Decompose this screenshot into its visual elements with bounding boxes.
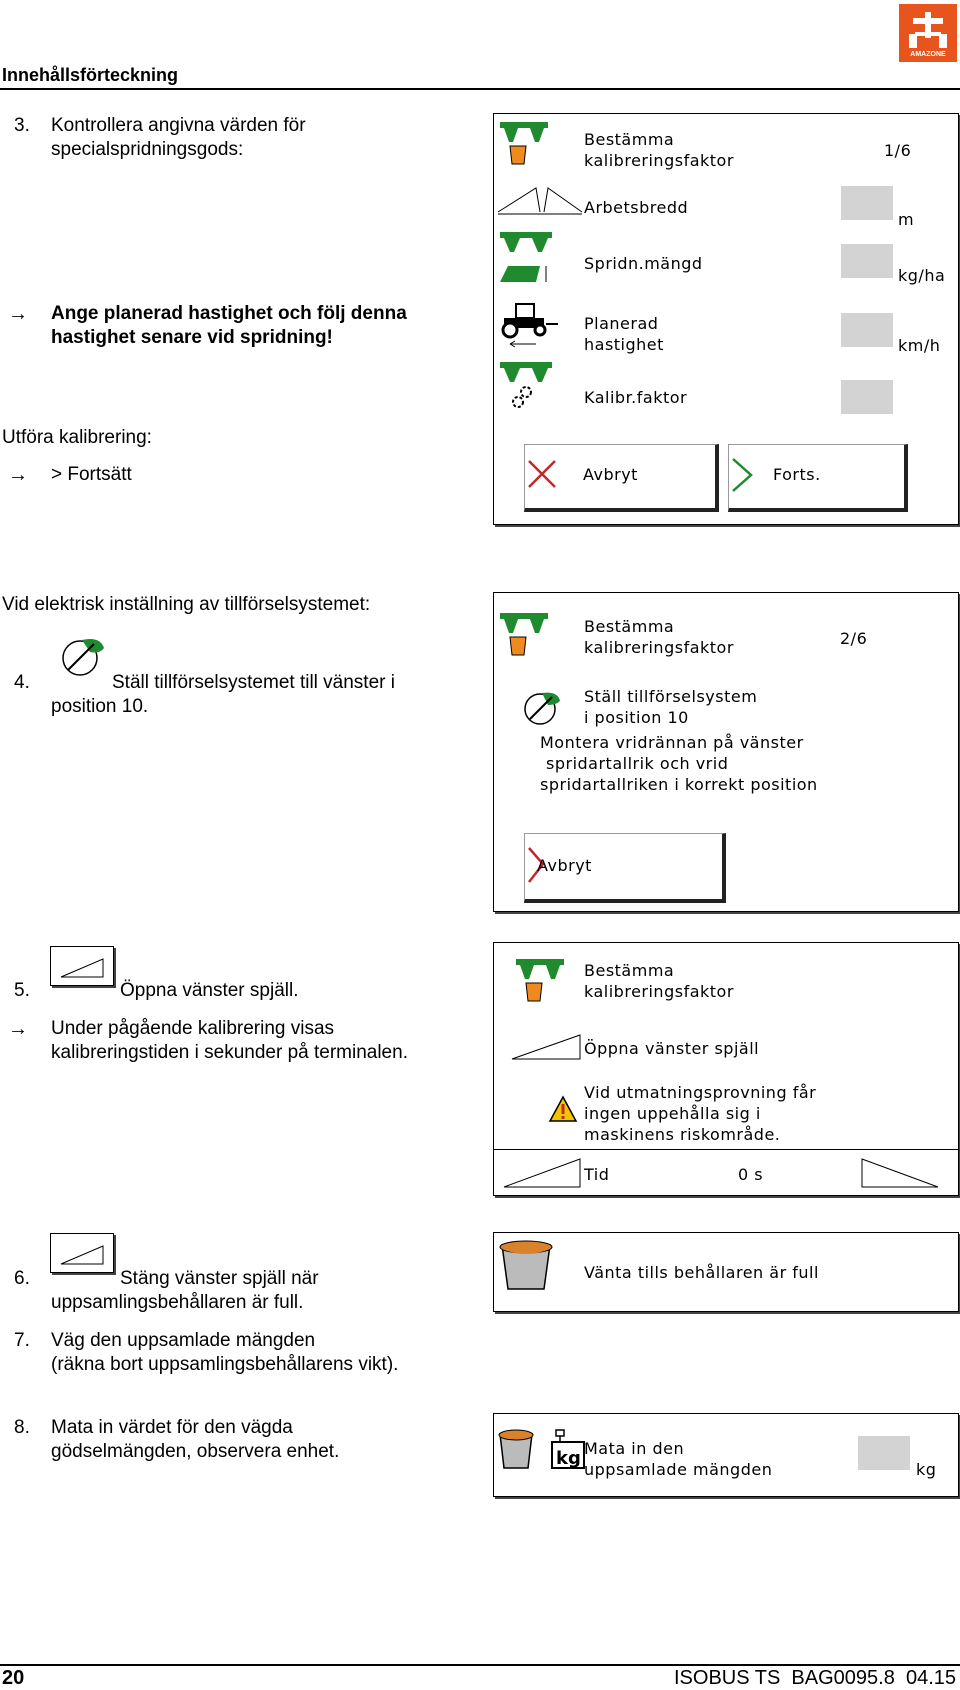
document-reference: ISOBUS TS BAG0095.8 04.15 (673, 1667, 956, 1689)
logo-text: AMAZONE (910, 51, 946, 58)
arrow-icon: → (8, 464, 28, 486)
spread-rate-value-field[interactable] (841, 244, 893, 278)
screen1-page-indicator: 1/6 (884, 141, 912, 160)
open-shutter-key-icon (502, 1157, 582, 1189)
terminal-screen-3 (493, 942, 959, 1196)
screen4-message: Vänta tills behållaren är full (584, 1263, 819, 1282)
spread-rate-label: Spridn.mängd (584, 254, 703, 273)
step8-number: 8. (14, 1417, 30, 1438)
working-width-value-field[interactable] (841, 186, 893, 220)
step3-line1: Kontrollera angivna värden för (51, 115, 306, 136)
terminal-screen-4 (493, 1232, 959, 1312)
fortsatt-instruction: > Fortsätt (51, 464, 132, 485)
calibration-factor-icon (496, 360, 558, 410)
screen3-warning-line1: Vid utmatningsprovning får (584, 1083, 817, 1102)
step8-line1: Mata in värdet för den vägda (51, 1417, 293, 1438)
screen1-title-line2: kalibreringsfaktor (584, 151, 734, 170)
step6-number: 6. (14, 1268, 30, 1289)
cancel-button[interactable] (524, 833, 726, 903)
step5-number: 5. (14, 980, 30, 1001)
header-rule (0, 88, 960, 90)
screen2-title-line2: kalibreringsfaktor (584, 638, 734, 657)
step4-number: 4. (14, 672, 30, 693)
arrow-icon: → (8, 303, 28, 325)
cancel-button-label: Avbryt (537, 856, 592, 875)
page-number: 20 (2, 1667, 25, 1689)
feed-system-position-icon (60, 632, 108, 678)
collecting-bucket-icon (496, 1237, 556, 1293)
warning-icon (548, 1095, 578, 1123)
planned-speed-unit: km/h (898, 336, 941, 355)
spread-rate-unit: kg/ha (898, 266, 946, 285)
note5-line2: kalibreringstiden i sekunder på terminalen. (51, 1042, 408, 1063)
screen3-warning-line2: ingen uppehålla sig i (584, 1104, 761, 1123)
close-shutter-key-icon (50, 1233, 114, 1273)
close-shutter-key-icon (860, 1157, 940, 1189)
weight-unit: kg (916, 1460, 937, 1479)
arrow-icon: → (8, 1018, 28, 1040)
feed-system-position-icon (522, 687, 562, 727)
spreader-hopper-icon (496, 609, 552, 665)
planned-speed-label-line1: Planerad (584, 314, 659, 333)
screen2-message-line2: i position 10 (584, 708, 689, 727)
svg-text:kg: kg (556, 1448, 581, 1469)
screen2-message-line1: Ställ tillförselsystem (584, 687, 758, 706)
screen3-title-line2: kalibreringsfaktor (584, 982, 734, 1001)
calibration-factor-value-field[interactable] (841, 380, 893, 414)
step6-line1: Stäng vänster spjäll när (120, 1268, 319, 1289)
screen3-open-label: Öppna vänster spjäll (584, 1039, 760, 1058)
spreader-hopper-icon (512, 955, 568, 1011)
screen2-info-line1: Montera vridrännan på vänster (540, 733, 804, 752)
collecting-bucket-icon (496, 1428, 536, 1472)
screen5-label-line1: Mata in den (584, 1439, 685, 1458)
open-shutter-icon (510, 1033, 582, 1061)
amazone-logo (899, 4, 957, 62)
terminal-screen-2 (493, 592, 959, 912)
planned-speed-value-field[interactable] (841, 313, 893, 347)
open-shutter-key-icon (50, 946, 114, 986)
cancel-button-label: Avbryt (583, 465, 638, 484)
step7-line2: (räkna bort uppsamlingsbehållarens vikt). (51, 1354, 399, 1375)
screen2-title-line1: Bestämma (584, 617, 675, 636)
screen3-title-line1: Bestämma (584, 961, 675, 980)
cancel-x-icon (527, 459, 557, 489)
calibration-factor-label: Kalibr.faktor (584, 388, 688, 407)
step4-line1: Ställ tillförselsystemet till vänster i (112, 672, 395, 693)
step7-number: 7. (14, 1330, 30, 1351)
time-value: 0 s (738, 1165, 764, 1184)
working-width-unit: m (898, 210, 915, 229)
note1-line1: Ange planerad hastighet och följ denna (51, 303, 407, 324)
calibration-heading: Utföra kalibrering: (2, 427, 152, 448)
spreader-hopper-icon (496, 118, 552, 174)
step4-line2: position 10. (51, 696, 149, 717)
step5-text: Öppna vänster spjäll. (120, 980, 299, 1001)
page-header-title: Innehållsförteckning (2, 65, 179, 85)
weight-value-field[interactable] (858, 1436, 910, 1470)
step8-line2: gödselmängden, observera enhet. (51, 1441, 340, 1462)
screen2-page-indicator: 2/6 (840, 629, 868, 648)
cancel-button[interactable] (524, 444, 719, 512)
time-label: Tid (584, 1165, 610, 1184)
tractor-speed-icon (496, 300, 562, 348)
step6-line2: uppsamlingsbehållaren är full. (51, 1292, 304, 1313)
continue-chevron-icon (731, 457, 755, 493)
screen2-info-line3: spridartallriken i korrekt position (540, 775, 818, 794)
terminal-screen-5 (493, 1413, 959, 1497)
terminal-screen-1 (493, 113, 959, 525)
step3-number: 3. (14, 115, 30, 136)
time-bar (494, 1149, 958, 1150)
working-width-label: Arbetsbredd (584, 198, 689, 217)
continue-button[interactable] (728, 444, 908, 512)
continue-button-label: Forts. (773, 465, 821, 484)
step3-line2: specialspridningsgods: (51, 139, 244, 160)
screen2-info-line2: spridartallrik och vrid (546, 754, 729, 773)
note1-line2: hastighet senare vid spridning! (51, 327, 333, 348)
screen5-label-line2: uppsamlade mängden (584, 1460, 773, 1479)
note5-line1: Under pågående kalibrering visas (51, 1018, 335, 1039)
screen3-warning-line3: maskinens riskområde. (584, 1125, 781, 1144)
planned-speed-label-line2: hastighet (584, 335, 664, 354)
spread-rate-icon (496, 230, 558, 288)
electric-setting-heading: Vid elektrisk inställning av tillförselsystemet: (2, 594, 371, 615)
step7-line1: Väg den uppsamlade mängden (51, 1330, 316, 1351)
working-width-icon (496, 186, 586, 216)
screen1-title-line1: Bestämma (584, 130, 675, 149)
